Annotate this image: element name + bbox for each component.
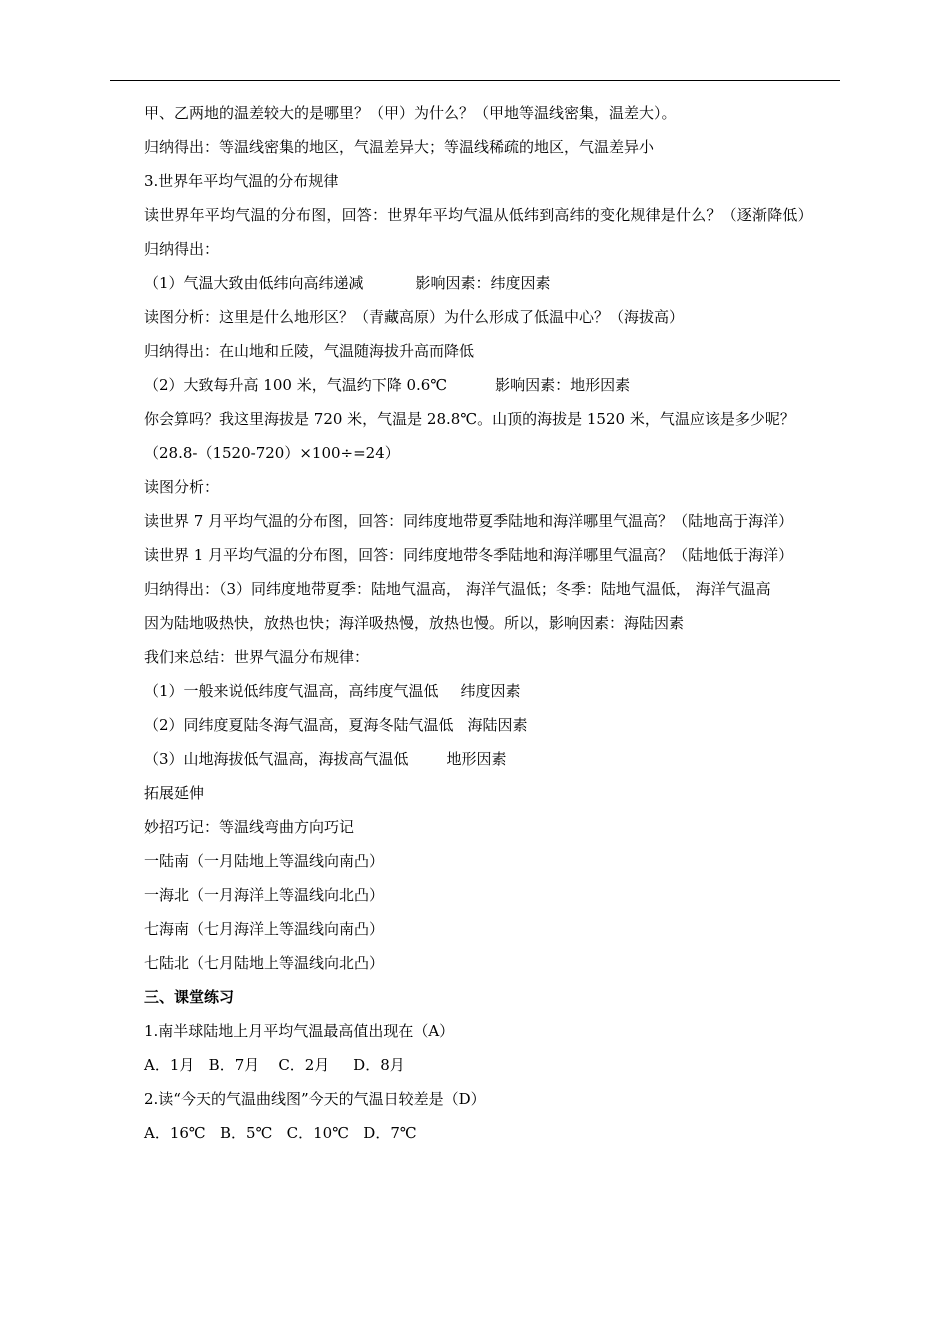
summary-2-text: （2）同纬度夏陆冬海气温高，夏海冬陆气温低 [144, 716, 454, 734]
mnemonic-1: 一陆南（一月陆地上等温线向南凸） [144, 852, 385, 870]
paragraph-1: 甲、乙两地的温差较大的是哪里？（甲）为什么？（甲地等温线密集，温差大）。 [144, 104, 677, 122]
summary-3-text: （3）山地海拔低气温高，海拔高气温低 [144, 750, 409, 768]
point-2-text: （2）大致每升高 100 米，气温约下降 0.6℃ [144, 376, 448, 394]
paragraph-10: 你会算吗？我这里海拔是 720 米，气温是 28.8℃。山顶的海拔是 1520 米，气温应该是多少呢？ [144, 410, 795, 428]
paragraph-14: 读世界 1 月平均气温的分布图，回答：同纬度地带冬季陆地和海洋哪里气温高？（陆地低于海洋） [144, 546, 794, 564]
question-1-options: A．1月 B．7月 C．2月 D．8月 [144, 1056, 405, 1074]
paragraph-16: 因为陆地吸热快，放热也快；海洋吸热慢，放热也慢。所以，影响因素：海陆因素 [144, 614, 685, 632]
extension-heading: 拓展延伸 [144, 784, 205, 802]
paragraph-9 [110, 368, 840, 402]
document-body [110, 96, 840, 1150]
summary-2-factor: 海陆因素 [467, 716, 528, 734]
exercise-heading: 三、课堂练习 [144, 988, 235, 1006]
paragraph-11: （28.8-（1520-720）×100÷=24） [144, 444, 400, 462]
summary-3-factor: 地形因素 [446, 750, 507, 768]
point-1-text: （1）气温大致由低纬向高纬递减 [144, 274, 364, 292]
paragraph-6 [110, 266, 840, 300]
summary-3 [110, 742, 840, 776]
mnemonic-4: 七陆北（七月陆地上等温线向北凸） [144, 954, 385, 972]
point-1-factor: 影响因素：纬度因素 [415, 274, 551, 292]
paragraph-17: 我们来总结：世界气温分布规律： [144, 648, 370, 666]
question-1: 1.南半球陆地上月平均气温最高值出现在（A） [144, 1022, 455, 1040]
paragraph-15: 归纳得出：（3）同纬度地带夏季：陆地气温高， 海洋气温低；冬季：陆地气温低， 海洋气温高 [144, 580, 771, 598]
question-2: 2.读“今天的气温曲线图”今天的气温日较差是（D） [144, 1090, 486, 1108]
summary-2 [110, 708, 840, 742]
summary-1-text: （1）一般来说低纬度气温高，高纬度气温低 [144, 682, 439, 700]
mnemonic-3: 七海南（七月海洋上等温线向南凸） [144, 920, 385, 938]
paragraph-5: 归纳得出： [144, 240, 220, 258]
paragraph-12: 读图分析： [144, 478, 220, 496]
paragraph-13: 读世界 7 月平均气温的分布图，回答：同纬度地带夏季陆地和海洋哪里气温高？（陆地高于海洋） [144, 512, 794, 530]
paragraph-4: 读世界年平均气温的分布图，回答：世界年平均气温从低纬到高纬的变化规律是什么？（逐渐降低） [144, 206, 813, 224]
mnemonic-2: 一海北（一月海洋上等温线向北凸） [144, 886, 385, 904]
summary-1-factor: 纬度因素 [460, 682, 521, 700]
section-heading-3: 3.世界年平均气温的分布规律 [144, 172, 339, 190]
point-2-factor: 影响因素：地形因素 [495, 376, 631, 394]
paragraph-7: 读图分析：这里是什么地形区？（青藏高原）为什么形成了低温中心？（海拔高） [144, 308, 685, 326]
header-rule [110, 80, 840, 81]
question-2-options: A．16℃ B．5℃ C．10℃ D．7℃ [144, 1124, 417, 1142]
paragraph-8: 归纳得出：在山地和丘陵，气温随海拔升高而降低 [144, 342, 475, 360]
mnemonic-title: 妙招巧记：等温线弯曲方向巧记 [144, 818, 355, 836]
paragraph-2: 归纳得出：等温线密集的地区，气温差异大；等温线稀疏的地区，气温差异小 [144, 138, 655, 156]
summary-1 [110, 674, 840, 708]
